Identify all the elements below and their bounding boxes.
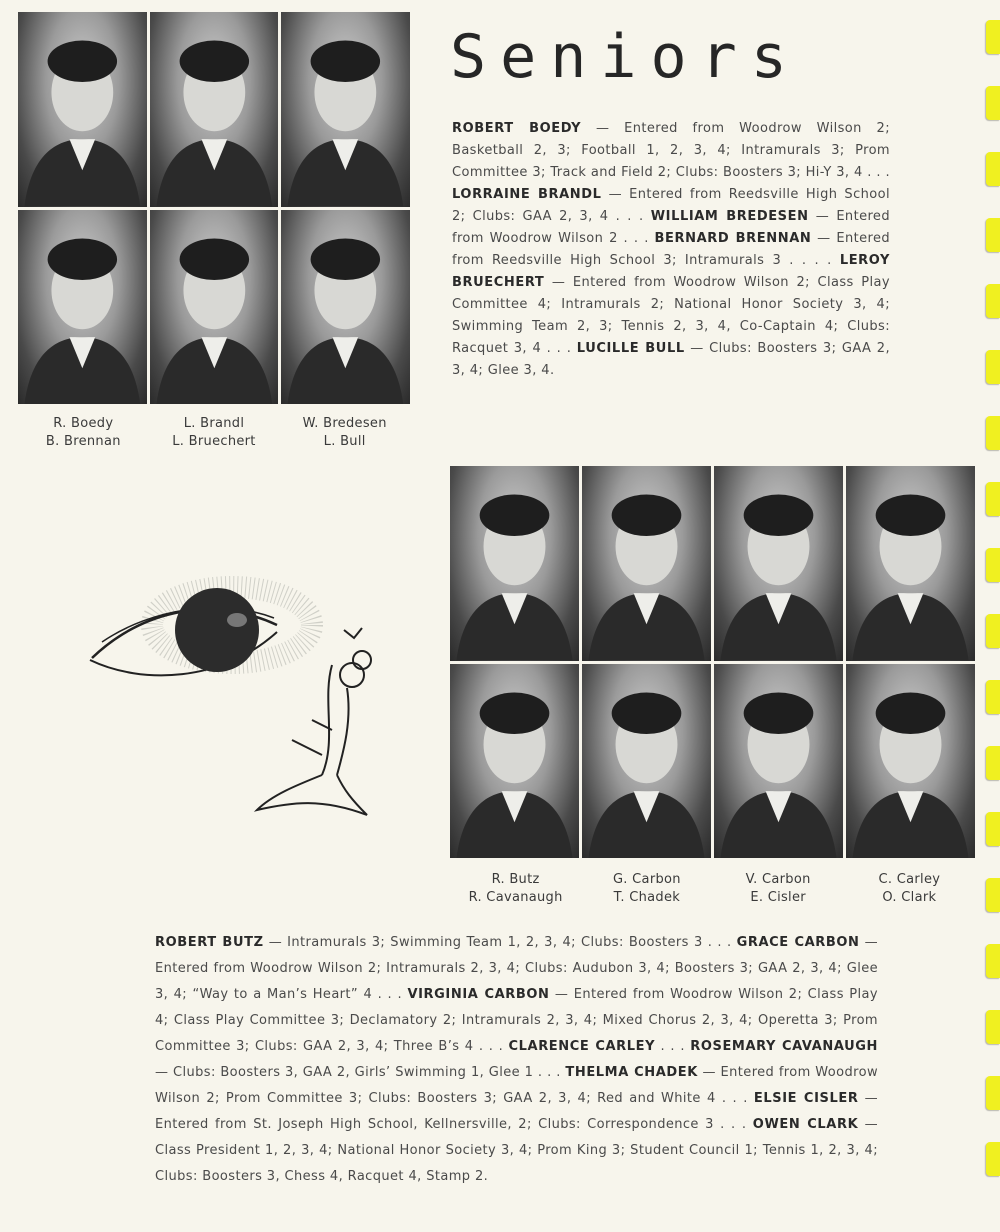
portrait-silhouette-icon xyxy=(18,210,147,405)
binder-tab xyxy=(986,680,1000,714)
binder-tab xyxy=(986,812,1000,846)
portrait-silhouette-icon xyxy=(450,664,579,859)
student-name: BERNARD BRENNAN xyxy=(654,231,812,246)
portrait-silhouette-icon xyxy=(18,12,147,207)
student-name: THELMA CHADEK xyxy=(565,1065,698,1080)
student-name: LEROY BRUECHERT xyxy=(452,253,890,290)
caption-column xyxy=(844,871,975,907)
student-name: VIRGINIA CARBON xyxy=(407,987,550,1002)
binder-tab xyxy=(986,416,1000,450)
student-name: ELSIE CISLER xyxy=(753,1091,859,1106)
binder-tabs xyxy=(984,20,1000,1232)
student-bio: — Intramurals 3; Swimming Team 1, 2, 3, 4; Clubs: Boosters 3 . . . xyxy=(263,935,737,950)
caption-line: L. Bull xyxy=(323,434,366,449)
portrait-grid-bottom xyxy=(450,466,975,858)
student-bio: — Entered from Woodrow Wilson 2; Class Play 4; Class Play Committee 3; Declamatory 2; Intramurals 2, 3, 4; Mixed Chorus 2, 3, 4; Operetta 3; Prom Committee 3; Clubs: GAA 2, 3, 4; Three B’s 4 . . . xyxy=(155,987,878,1054)
caption-column xyxy=(18,415,149,451)
portrait-silhouette-icon xyxy=(281,210,410,405)
caption-line: L. Bruechert xyxy=(172,434,256,449)
portrait-captions-bottom xyxy=(450,871,975,907)
portrait-silhouette-icon xyxy=(450,466,579,661)
student-bio: — Entered from Woodrow Wilson 2 . . . xyxy=(452,209,890,246)
binder-tab xyxy=(986,86,1000,120)
portrait-photo xyxy=(281,12,410,207)
caption-column xyxy=(450,871,581,907)
caption-column xyxy=(713,871,844,907)
caption-line: C. Carley xyxy=(878,872,941,887)
portrait-silhouette-icon xyxy=(150,210,279,405)
caption-line: B. Brennan xyxy=(45,434,121,449)
binder-tab xyxy=(986,548,1000,582)
student-bio: — Entered from Woodrow Wilson 2; Prom Committee 3; Clubs: Boosters 3; GAA 2, 3, 4; Red and White 4 . . . xyxy=(155,1065,878,1106)
portrait-silhouette-icon xyxy=(846,664,975,859)
portrait-photo xyxy=(150,210,279,405)
portrait-photo xyxy=(450,664,579,859)
binder-tab xyxy=(986,1142,1000,1176)
binder-tab xyxy=(986,614,1000,648)
portrait-photo xyxy=(846,466,975,661)
binder-tab xyxy=(986,284,1000,318)
student-bio: — Entered from Woodrow Wilson 2; Class Play Committee 4; Intramurals 2; National Honor Society 3, 4; Swimming Team 2, 3; Tennis 2, 3, 4, Co-Captain 4; Clubs: Racquet 3, 4 . . . xyxy=(452,275,890,356)
portrait-silhouette-icon xyxy=(150,12,279,207)
portrait-photo xyxy=(714,664,843,859)
caption-line: L. Brandl xyxy=(183,416,245,431)
binder-tab xyxy=(986,878,1000,912)
decorative-illustration xyxy=(82,570,382,820)
student-name: GRACE CARBON xyxy=(736,935,860,950)
student-bio: — Entered from Woodrow Wilson 2; Intramurals 2, 3, 4; Clubs: Audubon 3, 4; Boosters 3; GAA 2, 3, 4; Glee 3, 4; “Way to a Man’s Heart” 4 . . . xyxy=(155,935,878,1002)
portrait-captions-top xyxy=(18,415,410,451)
caption-line: T. Chadek xyxy=(613,890,681,905)
student-bio: — Class President 1, 2, 3, 4; National Honor Society 3, 4; Prom King 3; Student Council 1; Tennis 1, 2, 3, 4; Clubs: Boosters 3, Chess 4, Racquet 4, Stamp 2. xyxy=(155,1117,879,1184)
student-name: LORRAINE BRANDL xyxy=(452,187,602,202)
caption-line: W. Bredesen xyxy=(302,416,387,431)
caption-line: V. Carbon xyxy=(745,872,811,887)
portrait-silhouette-icon xyxy=(714,466,843,661)
binder-tab xyxy=(986,746,1000,780)
student-bio: . . . xyxy=(655,1039,691,1054)
binder-tab xyxy=(986,944,1000,978)
binder-tab xyxy=(986,1076,1000,1110)
bio-paragraph-bottom xyxy=(155,930,878,1190)
bio-paragraph-top xyxy=(452,118,890,382)
caption-column xyxy=(581,871,712,907)
student-name: CLARENCE CARLEY xyxy=(508,1039,656,1054)
caption-line: R. Boedy xyxy=(53,416,114,431)
caption-line: E. Cisler xyxy=(750,890,806,905)
student-bio: — Entered from Reedsville High School 3; Intramurals 3 . . . . xyxy=(452,231,891,268)
portrait-photo xyxy=(150,12,279,207)
student-bio: — Entered from St. Joseph High School, Kellnersville, 2; Clubs: Correspondence 3 . . . xyxy=(155,1091,879,1132)
portrait-silhouette-icon xyxy=(714,664,843,859)
portrait-silhouette-icon xyxy=(582,466,711,661)
portrait-photo xyxy=(582,466,711,661)
student-name: ROSEMARY CAVANAUGH xyxy=(690,1039,878,1054)
binder-tab xyxy=(986,482,1000,516)
binder-tab xyxy=(986,350,1000,384)
student-bio: — Clubs: Boosters 3, GAA 2, Girls’ Swimming 1, Glee 1 . . . xyxy=(155,1065,566,1080)
caption-line: G. Carbon xyxy=(612,872,681,887)
page-title: Seniors xyxy=(450,22,801,92)
portrait-photo xyxy=(281,210,410,405)
student-name: LUCILLE BULL xyxy=(576,341,685,356)
portrait-photo xyxy=(450,466,579,661)
portrait-photo xyxy=(18,210,147,405)
portrait-photo xyxy=(846,664,975,859)
portrait-grid-top xyxy=(18,12,410,404)
binder-tab xyxy=(986,218,1000,252)
portrait-photo xyxy=(18,12,147,207)
eye-illustration-icon xyxy=(90,587,312,675)
binder-tab xyxy=(986,152,1000,186)
portrait-photo xyxy=(582,664,711,859)
student-name: ROBERT BUTZ xyxy=(155,935,264,950)
student-name: WILLIAM BREDESEN xyxy=(650,209,809,224)
student-bio: — Entered from Woodrow Wilson 2; Basketball 2, 3; Football 1, 2, 3, 4; Intramurals 3; Prom Committee 3; Track and Field 2; Clubs: Boosters 3; Hi-Y 3, 4 . . . xyxy=(452,121,890,180)
caption-line: R. Butz xyxy=(491,872,540,887)
caption-line: R. Cavanaugh xyxy=(468,890,563,905)
binder-tab xyxy=(986,20,1000,54)
caption-column xyxy=(149,415,280,451)
caption-line: O. Clark xyxy=(882,890,937,905)
portrait-photo xyxy=(714,466,843,661)
student-name: ROBERT BOEDY xyxy=(452,121,582,136)
binder-tab xyxy=(986,1010,1000,1044)
portrait-silhouette-icon xyxy=(281,12,410,207)
student-name: OWEN CLARK xyxy=(752,1117,859,1132)
caption-column xyxy=(279,415,410,451)
portrait-silhouette-icon xyxy=(846,466,975,661)
student-bio: — Entered from Reedsville High School 2; Clubs: GAA 2, 3, 4 . . . xyxy=(452,187,890,224)
student-bio: — Clubs: Boosters 3; GAA 2, 3, 4; Glee 3, 4. xyxy=(452,341,890,378)
portrait-silhouette-icon xyxy=(582,664,711,859)
